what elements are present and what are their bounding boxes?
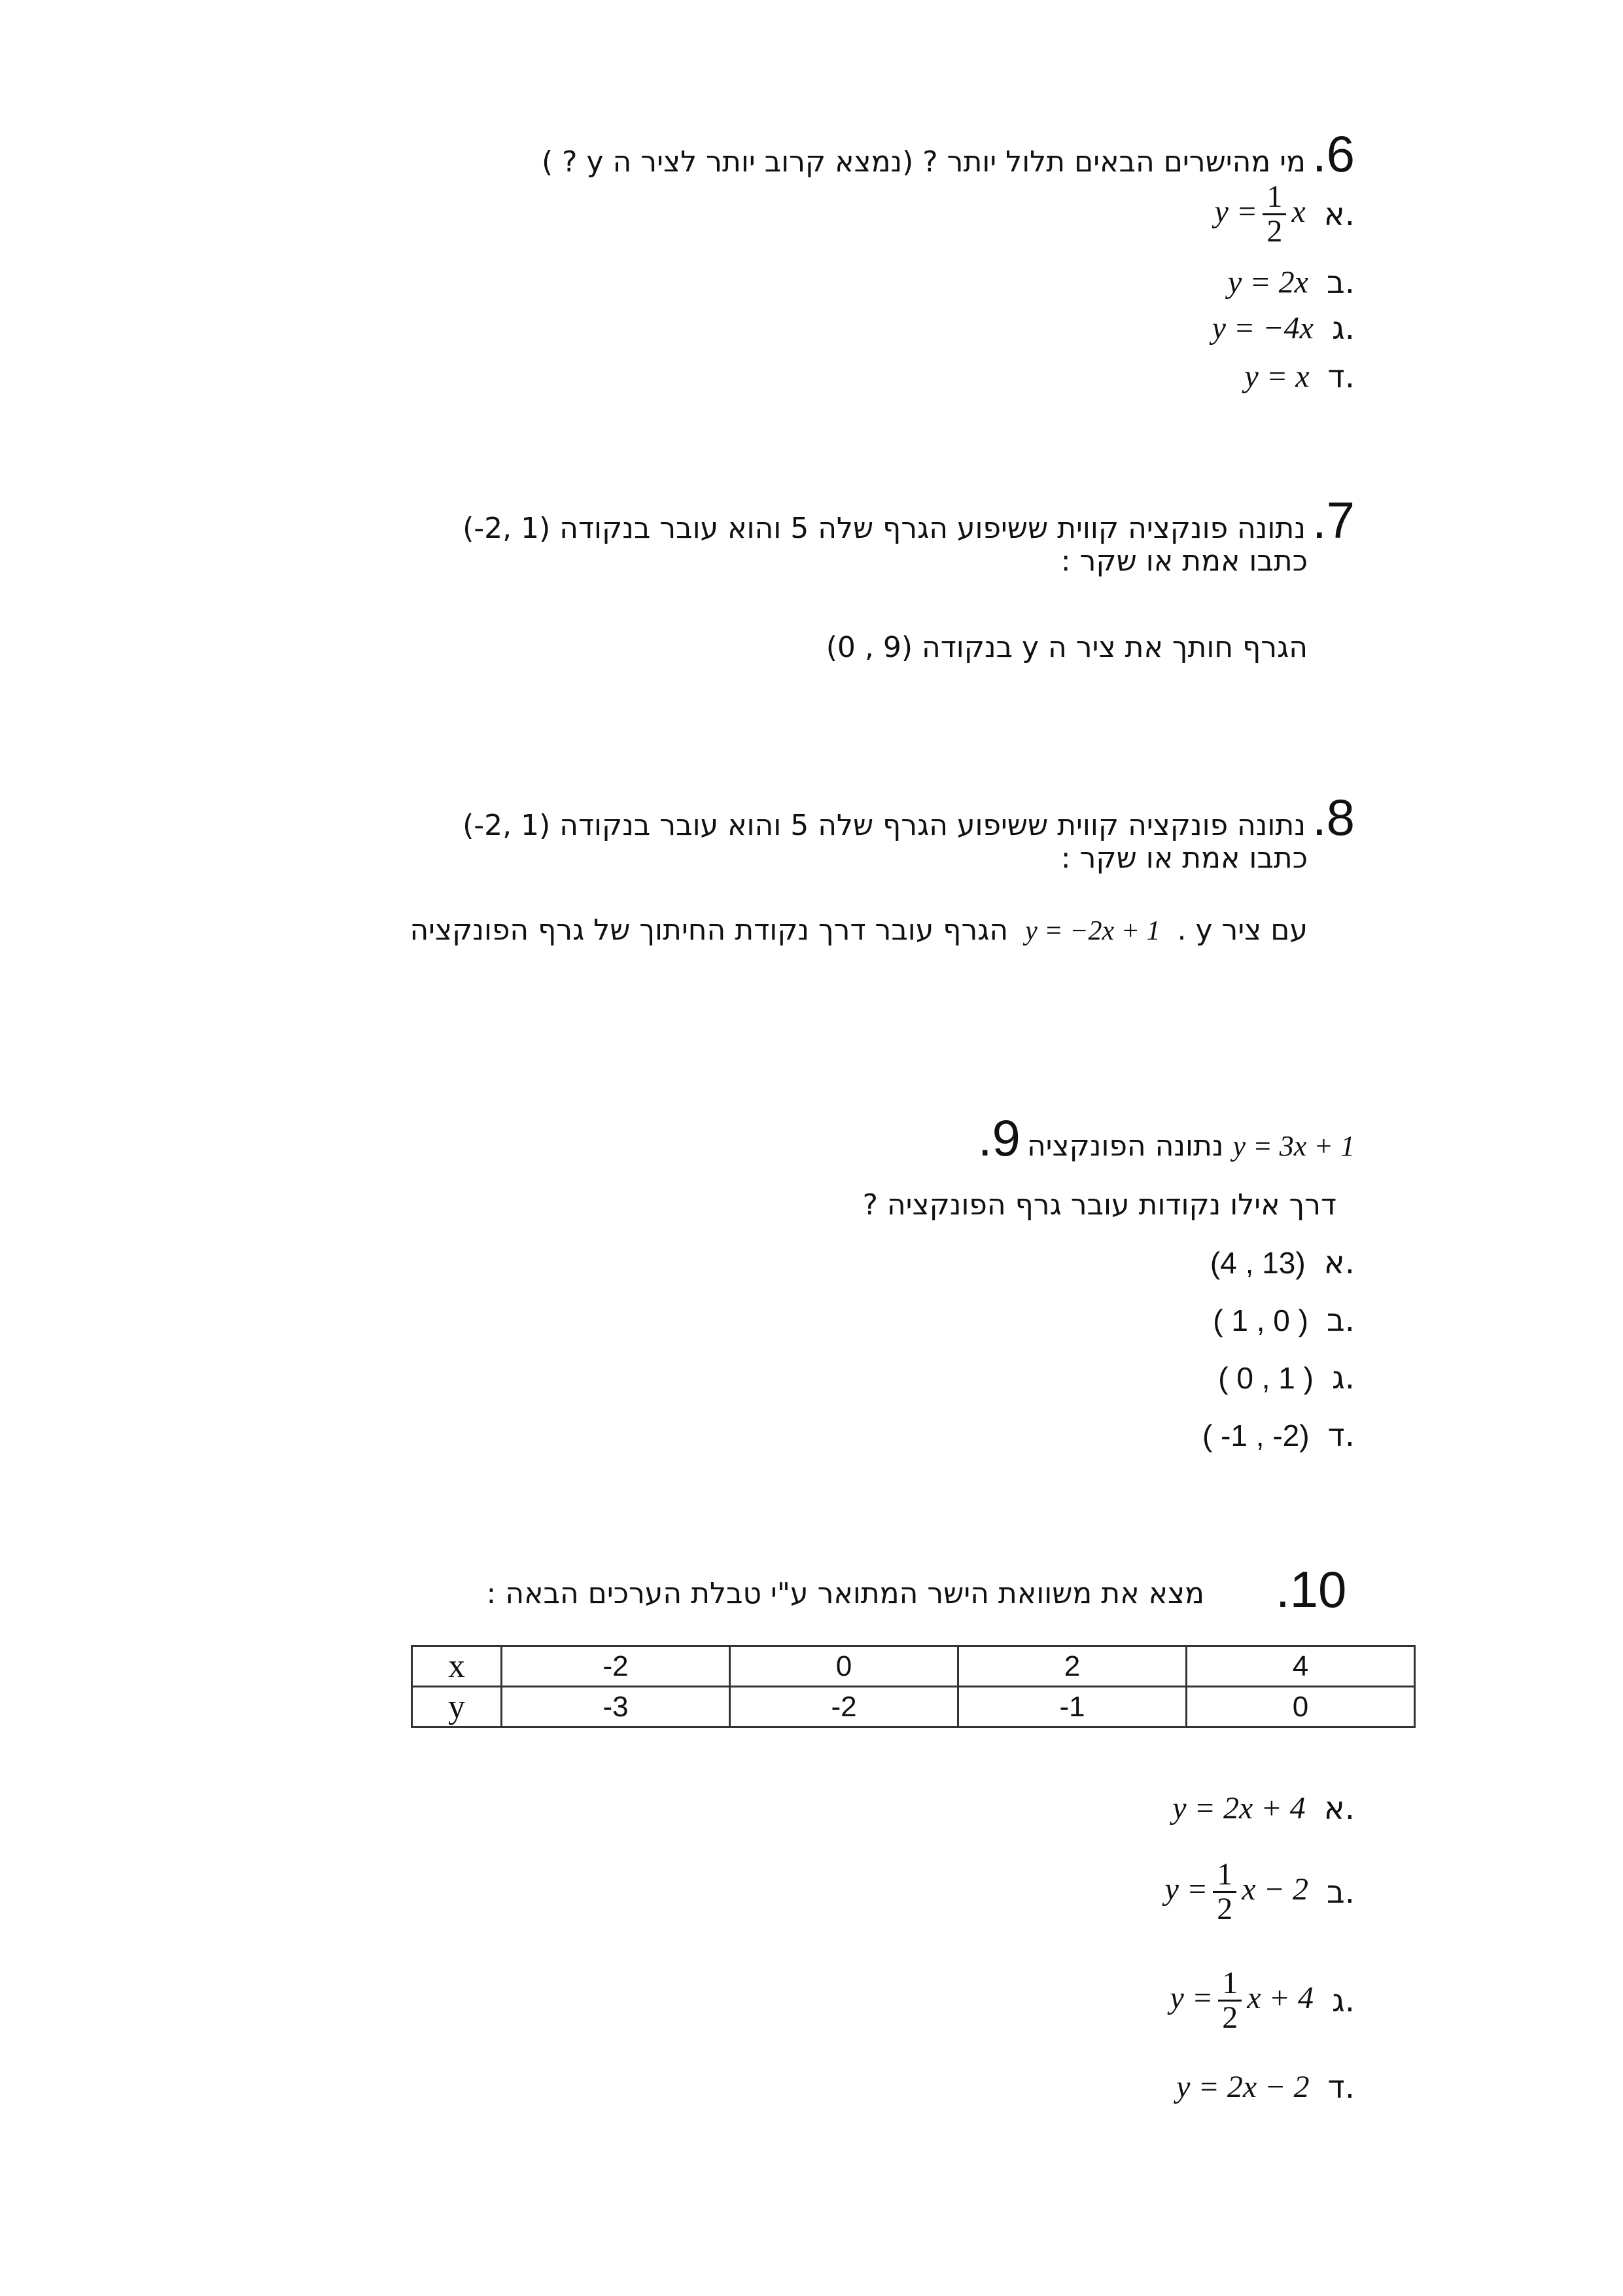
values-table [411, 1645, 1416, 1728]
q10-c-lhs: y = [1170, 1980, 1213, 2015]
q10-option-c-expr [1170, 1967, 1314, 2035]
table-cell: -2 [502, 1646, 730, 1687]
q10-number: .10 [1276, 1561, 1347, 1618]
table-row-y [412, 1687, 1415, 1727]
q6-header [542, 125, 1355, 183]
q6-option-a-letter: א. [1323, 196, 1355, 233]
table-header-y: y [412, 1687, 502, 1727]
frac-denominator: 2 [1217, 1892, 1233, 1927]
frac-denominator: 2 [1266, 214, 1283, 249]
q6-a-rhs: x [1291, 194, 1306, 229]
table-cell: -2 [730, 1687, 958, 1727]
table-cell: 2 [958, 1646, 1187, 1687]
q10-text: מצא את משוואת הישר המתואר ע"י טבלת הערכים הבאה : [486, 1577, 1204, 1610]
q6-option-b-expr: y = 2x [1227, 265, 1308, 300]
q10-option-d-expr: y = 2x − 2 [1176, 2070, 1310, 2104]
q6-text: מי מהישרים הבאים תלול יותר ? (נמצא קרוב יותר לציר ה y ? ) [542, 145, 1306, 179]
q9-header [977, 1109, 1355, 1167]
q10-option-c-letter: ג. [1331, 1982, 1355, 2019]
q9-option-b[interactable] [1213, 1302, 1355, 1339]
q10-b-lhs: y = [1164, 1871, 1208, 1907]
q10-option-b[interactable] [1165, 1858, 1355, 1926]
q9-number: 9. [977, 1109, 1021, 1167]
fraction [1213, 1858, 1236, 1926]
q10-option-a-expr: y = 2x + 4 [1172, 1791, 1306, 1826]
table-header-x: x [412, 1646, 502, 1687]
q6-option-b-letter: ב. [1326, 264, 1355, 301]
frac-numerator: 1 [1263, 181, 1286, 215]
q8-line1: נתונה פונקציה קווית ששיפוע הגרף שלה 5 והוא עובר בנקודה (1 ,2-) [462, 809, 1306, 842]
q8-statement-expr: y = −2x + 1 [1025, 916, 1161, 946]
q6-option-d[interactable] [1245, 361, 1355, 393]
fraction [1263, 181, 1286, 249]
q8-header [462, 788, 1355, 846]
q9-option-d[interactable] [1202, 1417, 1355, 1454]
q8-statement-part1: הגרף עובר דרך נקודת החיתוך של גרף הפונקציה [410, 913, 1009, 947]
frac-numerator: 1 [1213, 1858, 1236, 1893]
q6-option-c[interactable] [1212, 310, 1355, 347]
q6-a-lhs: y = [1214, 194, 1258, 229]
q9-option-c-point: ( 0 , 1 ) [1218, 1361, 1314, 1395]
q6-option-a[interactable] [1215, 181, 1355, 249]
q9-option-d-letter: ד. [1327, 1417, 1355, 1454]
q10-b-rhs: x − 2 [1242, 1871, 1308, 1907]
q6-option-b[interactable] [1227, 264, 1355, 301]
q7-number: 7. [1312, 491, 1355, 549]
q9-option-a[interactable] [1210, 1247, 1355, 1279]
fraction [1218, 1967, 1242, 2035]
q8-number: 8. [1312, 788, 1355, 846]
q10-option-d-letter: ד. [1327, 2069, 1355, 2106]
q10-option-b-expr [1165, 1858, 1308, 1926]
q6-number: 6. [1312, 125, 1355, 183]
q9-option-a-point: (4 , 13) [1210, 1246, 1306, 1280]
q9-expr: y = 3x + 1 [1232, 1130, 1355, 1162]
table-cell: -1 [958, 1687, 1187, 1727]
q6-option-d-letter: ד. [1327, 359, 1355, 395]
q8-statement-part2: עם ציר y . [1177, 913, 1308, 947]
q9-question: דרך אילו נקודות עובר גרף הפונקציה ? [862, 1188, 1336, 1222]
q9-option-b-point: ( 1 , 0 ) [1213, 1303, 1308, 1337]
q7-header [462, 491, 1355, 549]
q9-option-b-letter: ב. [1326, 1302, 1355, 1339]
table-cell: 4 [1187, 1646, 1415, 1687]
q9-intro: נתונה הפונקציה [1026, 1129, 1224, 1163]
q7-statement: הגרף חותך את ציר ה y בנקודה (9 , 0) [826, 631, 1308, 664]
q8-line2: כתבו אמת או שקר : [1060, 841, 1308, 875]
table-cell: -3 [502, 1687, 730, 1727]
q10-option-c[interactable] [1170, 1967, 1355, 2035]
q10-option-a[interactable] [1172, 1790, 1355, 1827]
table-row-x [412, 1646, 1415, 1687]
q8-statement [410, 913, 1308, 947]
q9-option-a-letter: א. [1323, 1245, 1355, 1281]
table-cell: 0 [730, 1646, 958, 1687]
q7-line1: נתונה פונקציה קווית ששיפוע הגרף שלה 5 והוא עובר בנקודה (1 ,2-) [462, 512, 1306, 545]
q10-option-d[interactable] [1176, 2069, 1355, 2106]
q9-title [977, 1109, 1224, 1167]
q9-option-c[interactable] [1218, 1362, 1355, 1394]
q7-line2: כתבו אמת או שקר : [1060, 544, 1308, 578]
q10-c-rhs: x + 4 [1247, 1980, 1314, 2015]
frac-numerator: 1 [1218, 1967, 1242, 2002]
frac-denominator: 2 [1222, 2000, 1238, 2036]
q6-option-a-expr [1215, 181, 1306, 249]
q6-option-c-letter: ג. [1331, 310, 1355, 347]
q10-option-a-letter: א. [1323, 1790, 1355, 1827]
q10-option-b-letter: ב. [1326, 1873, 1355, 1911]
q6-option-c-expr: y = −4x [1212, 311, 1314, 345]
q9-option-c-letter: ג. [1331, 1360, 1355, 1396]
q6-option-d-expr: y = x [1244, 359, 1310, 394]
table-cell: 0 [1187, 1687, 1415, 1727]
q9-option-d-point: ( -1 , -2) [1202, 1419, 1310, 1453]
